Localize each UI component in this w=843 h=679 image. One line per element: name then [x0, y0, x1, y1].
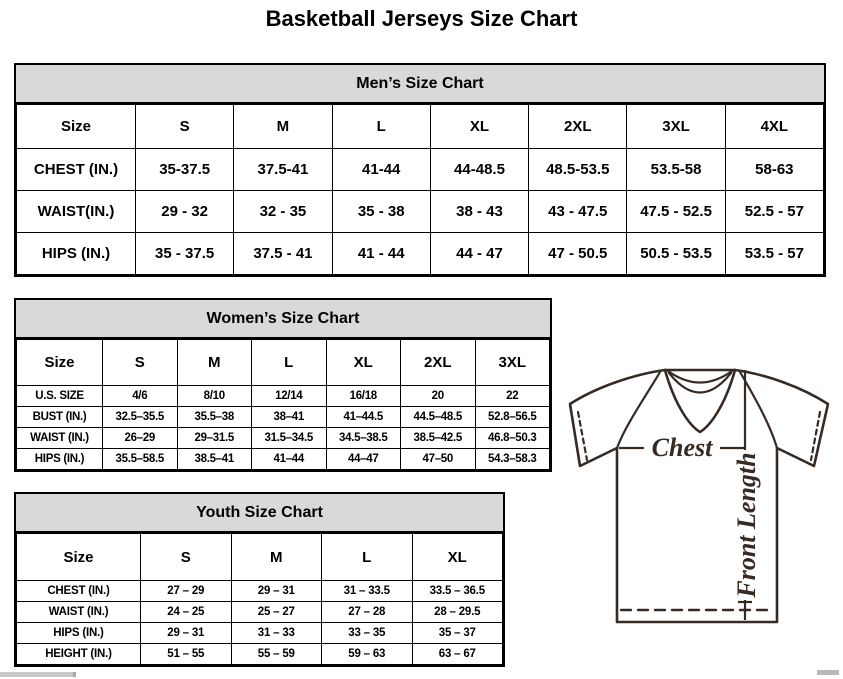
column-header-row [17, 105, 824, 149]
size-cell: 32.5–35.5 [103, 407, 178, 428]
column-header: M [177, 340, 252, 386]
size-cell: 55 – 59 [231, 644, 322, 665]
column-header: XL [412, 534, 503, 581]
column-header: XL [326, 340, 401, 386]
row-label: BUST (IN.) [17, 407, 103, 428]
table-row [17, 644, 503, 665]
mens-size-chart-table [14, 63, 826, 277]
size-cell: 33.5 – 36.5 [412, 581, 503, 602]
size-table [16, 339, 550, 470]
column-header: L [332, 105, 430, 149]
size-cell: 4/6 [103, 386, 178, 407]
size-cell: 29–31.5 [177, 428, 252, 449]
column-header: Size [17, 340, 103, 386]
size-cell: 41–44.5 [326, 407, 401, 428]
size-cell: 44 - 47 [430, 233, 528, 275]
size-cell: 43 - 47.5 [529, 191, 627, 233]
size-cell: 46.8–50.3 [475, 428, 550, 449]
size-cell: 38.5–41 [177, 449, 252, 470]
size-cell: 35 - 38 [332, 191, 430, 233]
size-cell: 22 [475, 386, 550, 407]
size-cell: 44-48.5 [430, 149, 528, 191]
row-label: HIPS (IN.) [17, 623, 141, 644]
size-cell: 53.5 - 57 [725, 233, 823, 275]
size-cell: 38 - 43 [430, 191, 528, 233]
chest-label-group [644, 433, 720, 462]
row-label: U.S. SIZE [17, 386, 103, 407]
table-row [17, 449, 550, 470]
column-header: 4XL [725, 105, 823, 149]
front-length-label: Front Length [732, 452, 761, 598]
size-table [16, 104, 824, 275]
womens-size-chart-table [14, 298, 552, 472]
size-cell: 37.5 - 41 [234, 233, 332, 275]
size-cell: 38.5–42.5 [401, 428, 476, 449]
size-cell: 58-63 [725, 149, 823, 191]
column-header: 2XL [529, 105, 627, 149]
size-cell: 41-44 [332, 149, 430, 191]
column-header: L [252, 340, 327, 386]
row-label: CHEST (IN.) [17, 149, 136, 191]
size-table [16, 533, 503, 665]
front-length-label-group [732, 450, 761, 600]
table-row [17, 407, 550, 428]
size-cell: 16/18 [326, 386, 401, 407]
column-header: 2XL [401, 340, 476, 386]
size-cell: 35.5–38 [177, 407, 252, 428]
table-title: Men’s Size Chart [16, 65, 824, 104]
table-row [17, 386, 550, 407]
row-label: WAIST (IN.) [17, 602, 141, 623]
page-title: Basketball Jerseys Size Chart [265, 6, 578, 31]
size-cell: 44–47 [326, 449, 401, 470]
row-label: WAIST(IN.) [17, 191, 136, 233]
table-row [17, 149, 824, 191]
size-cell: 27 – 29 [141, 581, 232, 602]
table-row [17, 581, 503, 602]
column-header: 3XL [627, 105, 725, 149]
table-row [17, 623, 503, 644]
column-header: S [136, 105, 234, 149]
size-cell: 63 – 67 [412, 644, 503, 665]
table-title: Youth Size Chart [16, 494, 503, 533]
table-title: Women’s Size Chart [16, 300, 550, 339]
column-header: XL [430, 105, 528, 149]
size-cell: 32 - 35 [234, 191, 332, 233]
column-header-row [17, 340, 550, 386]
jersey-diagram-icon [556, 356, 842, 672]
table-row [17, 428, 550, 449]
chest-label: Chest [651, 433, 713, 462]
row-label: HIPS (IN.) [17, 233, 136, 275]
size-cell: 48.5-53.5 [529, 149, 627, 191]
size-cell: 47 - 50.5 [529, 233, 627, 275]
column-header: M [234, 105, 332, 149]
size-cell: 31 – 33.5 [322, 581, 413, 602]
size-cell: 35 - 37.5 [136, 233, 234, 275]
row-label: HIPS (IN.) [17, 449, 103, 470]
column-header: L [322, 534, 413, 581]
size-cell: 59 – 63 [322, 644, 413, 665]
row-label: WAIST (IN.) [17, 428, 103, 449]
column-header: Size [17, 105, 136, 149]
column-header: Size [17, 534, 141, 581]
size-cell: 29 – 31 [141, 623, 232, 644]
size-cell: 47–50 [401, 449, 476, 470]
size-cell: 29 – 31 [231, 581, 322, 602]
horizontal-scrollbar-fragment[interactable] [0, 672, 76, 677]
size-cell: 33 – 35 [322, 623, 413, 644]
size-cell: 20 [401, 386, 476, 407]
size-cell: 27 – 28 [322, 602, 413, 623]
table-row [17, 602, 503, 623]
size-cell: 31.5–34.5 [252, 428, 327, 449]
table-row [17, 233, 824, 275]
size-cell: 52.5 - 57 [725, 191, 823, 233]
size-cell: 37.5-41 [234, 149, 332, 191]
column-header-row [17, 534, 503, 581]
jersey-outline-icon [570, 370, 828, 622]
size-cell: 52.8–56.5 [475, 407, 550, 428]
size-cell: 8/10 [177, 386, 252, 407]
size-cell: 38–41 [252, 407, 327, 428]
size-cell: 51 – 55 [141, 644, 232, 665]
size-cell: 53.5-58 [627, 149, 725, 191]
size-cell: 24 – 25 [141, 602, 232, 623]
size-cell: 35 – 37 [412, 623, 503, 644]
size-cell: 41–44 [252, 449, 327, 470]
row-label: HEIGHT (IN.) [17, 644, 141, 665]
size-cell: 35.5–58.5 [103, 449, 178, 470]
scrollbar-fragment-right[interactable] [817, 670, 839, 675]
column-header: 3XL [475, 340, 550, 386]
size-cell: 26–29 [103, 428, 178, 449]
size-cell: 35-37.5 [136, 149, 234, 191]
size-cell: 34.5–38.5 [326, 428, 401, 449]
size-cell: 41 - 44 [332, 233, 430, 275]
size-cell: 47.5 - 52.5 [627, 191, 725, 233]
size-cell: 54.3–58.3 [475, 449, 550, 470]
size-cell: 31 – 33 [231, 623, 322, 644]
column-header: S [103, 340, 178, 386]
size-cell: 28 – 29.5 [412, 602, 503, 623]
size-cell: 12/14 [252, 386, 327, 407]
size-cell: 44.5–48.5 [401, 407, 476, 428]
column-header: S [141, 534, 232, 581]
table-row [17, 191, 824, 233]
column-header: M [231, 534, 322, 581]
size-cell: 50.5 - 53.5 [627, 233, 725, 275]
size-cell: 25 – 27 [231, 602, 322, 623]
jersey-measurement-diagram [556, 356, 842, 672]
size-cell: 29 - 32 [136, 191, 234, 233]
youth-size-chart-table [14, 492, 505, 667]
row-label: CHEST (IN.) [17, 581, 141, 602]
